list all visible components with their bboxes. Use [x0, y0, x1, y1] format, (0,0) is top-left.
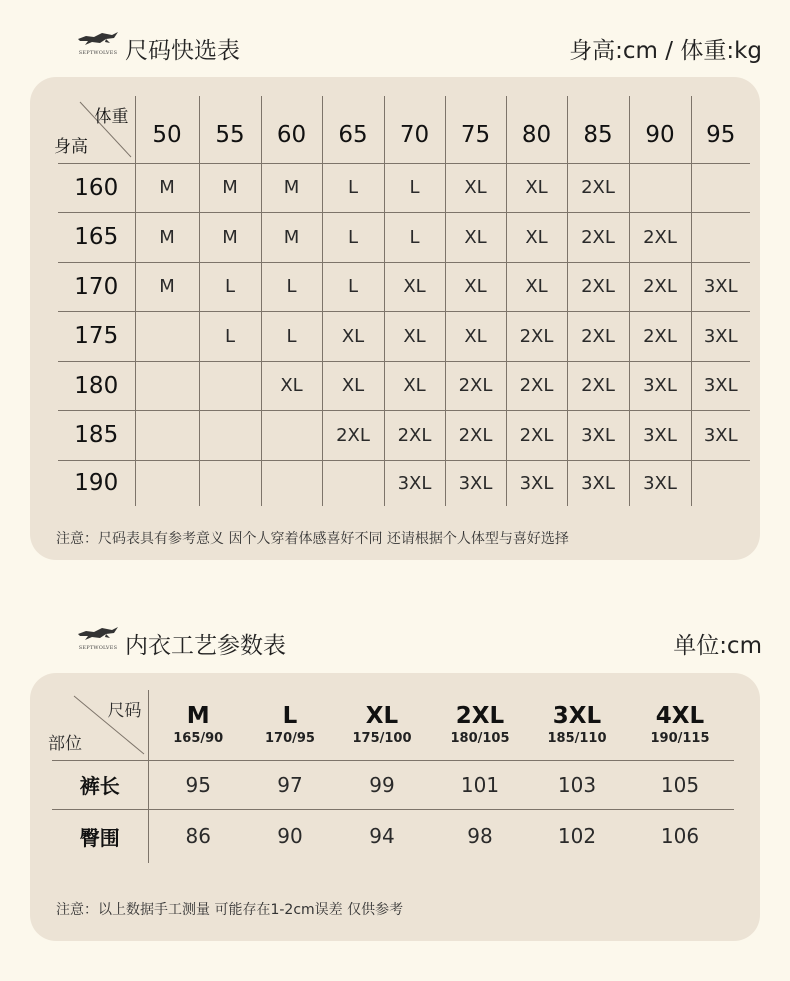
measure-cell: 94 [332, 809, 432, 863]
size-cell [322, 460, 384, 506]
size-row [58, 361, 750, 411]
size-row [58, 411, 750, 461]
size-header-row [58, 96, 750, 163]
size-cell [691, 163, 750, 213]
craft-chart-header [0, 623, 790, 663]
size-cell [199, 411, 261, 461]
weight-header: 50 [135, 96, 199, 163]
height-label: 160 [58, 163, 135, 213]
size-cell [261, 460, 322, 506]
size-label: L [282, 703, 298, 730]
size-cell: L [384, 213, 445, 263]
size-cell [199, 460, 261, 506]
weight-header: 80 [506, 96, 567, 163]
weight-header: 90 [629, 96, 691, 163]
size-chart-unit: 身高:cm / 体重:kg [569, 38, 762, 64]
size-cell: XL [261, 361, 322, 411]
brand-logo [76, 30, 120, 60]
size-cell: XL [506, 213, 567, 263]
size-label: 4XL [655, 703, 705, 730]
size-cell: 2XL [506, 312, 567, 362]
size-row [58, 312, 750, 362]
height-label: 190 [58, 460, 135, 506]
size-cell: 2XL [506, 361, 567, 411]
size-row [58, 163, 750, 213]
weight-header: 60 [261, 96, 322, 163]
size-cell: M [135, 262, 199, 312]
height-label: 175 [58, 312, 135, 362]
size-cell: M [199, 163, 261, 213]
size-cell: XL [445, 213, 506, 263]
weight-header: 75 [445, 96, 506, 163]
size-chart-note: 注意：尺码表具有参考意义 因个人穿着体感喜好不同 还请根据个人体型与喜好选择 [56, 531, 569, 547]
measure-cell: 86 [148, 809, 248, 863]
size-cell: 2XL [629, 312, 691, 362]
size-header [528, 690, 626, 760]
size-cell: 3XL [691, 361, 750, 411]
size-cell: L [261, 312, 322, 362]
part-label: 臀围 [52, 809, 148, 863]
size-cell [135, 312, 199, 362]
measure-cell: 97 [248, 760, 332, 809]
height-label: 165 [58, 213, 135, 263]
size-chart-title: 尺码快选表 [125, 38, 240, 64]
size-cell: XL [445, 312, 506, 362]
size-cell: M [199, 213, 261, 263]
size-cell: M [135, 163, 199, 213]
brand-logo-text: SEPTWOLVES [78, 50, 118, 56]
craft-row [52, 760, 734, 809]
size-cell: L [199, 312, 261, 362]
size-cell: 3XL [691, 262, 750, 312]
size-spec: 165/90 [173, 731, 224, 747]
height-label: 170 [58, 262, 135, 312]
corner-top-label: 尺码 [107, 701, 142, 721]
size-cell: 2XL [567, 262, 629, 312]
size-spec: 170/95 [265, 731, 315, 747]
size-cell: 3XL [384, 460, 445, 506]
size-label: XL [365, 703, 399, 730]
size-spec: 175/100 [352, 731, 412, 747]
size-cell: XL [384, 361, 445, 411]
size-cell: M [261, 163, 322, 213]
size-cell: 3XL [629, 361, 691, 411]
size-cell: 2XL [445, 361, 506, 411]
measure-cell: 95 [148, 760, 248, 809]
size-row [58, 262, 750, 312]
size-cell: XL [445, 163, 506, 213]
measure-cell: 103 [528, 760, 626, 809]
brand-logo-text: SEPTWOLVES [78, 645, 118, 651]
size-cell: 3XL [629, 460, 691, 506]
size-corner-cell [54, 96, 135, 163]
size-cell [135, 460, 199, 506]
size-header [332, 690, 432, 760]
craft-corner-cell [48, 690, 148, 760]
size-cell: L [199, 262, 261, 312]
size-chart-table [54, 96, 750, 506]
size-cell [135, 411, 199, 461]
measure-cell: 90 [248, 809, 332, 863]
size-cell: XL [445, 262, 506, 312]
craft-chart-panel [30, 673, 760, 941]
size-cell [629, 163, 691, 213]
size-cell: 2XL [567, 312, 629, 362]
size-cell: L [322, 163, 384, 213]
weight-header: 85 [567, 96, 629, 163]
size-cell: 2XL [629, 213, 691, 263]
size-cell [135, 361, 199, 411]
size-cell: XL [384, 312, 445, 362]
corner-bottom-label: 部位 [48, 733, 82, 754]
craft-header-row [52, 690, 734, 760]
measure-cell: 106 [626, 809, 734, 863]
corner-top-label: 体重 [94, 107, 129, 127]
size-cell: L [322, 213, 384, 263]
size-cell: 3XL [567, 411, 629, 461]
craft-chart-title: 内衣工艺参数表 [125, 633, 286, 659]
size-cell: 3XL [691, 411, 750, 461]
corner-bottom-label: 身高 [54, 136, 88, 157]
size-header [432, 690, 528, 760]
size-spec: 185/110 [547, 731, 607, 747]
size-header [626, 690, 734, 760]
size-cell: 2XL [567, 163, 629, 213]
weight-header: 95 [691, 96, 750, 163]
size-cell: 3XL [567, 460, 629, 506]
size-cell: XL [322, 361, 384, 411]
size-spec: 190/115 [650, 731, 710, 747]
size-cell: M [135, 213, 199, 263]
size-label: 3XL [552, 703, 602, 730]
size-cell: L [322, 262, 384, 312]
size-chart-header [0, 28, 790, 68]
craft-row [52, 809, 734, 863]
wolf-icon [76, 625, 120, 645]
size-cell: 2XL [322, 411, 384, 461]
measure-cell: 102 [528, 809, 626, 863]
size-row [58, 460, 750, 506]
measure-cell: 98 [432, 809, 528, 863]
part-label: 裤长 [52, 760, 148, 809]
size-cell: 3XL [506, 460, 567, 506]
size-cell [199, 361, 261, 411]
weight-header: 70 [384, 96, 445, 163]
weight-header: 65 [322, 96, 384, 163]
measure-cell: 105 [626, 760, 734, 809]
size-cell: XL [506, 163, 567, 213]
size-cell: XL [384, 262, 445, 312]
size-cell: M [261, 213, 322, 263]
size-cell: 2XL [567, 213, 629, 263]
weight-header: 55 [199, 96, 261, 163]
size-cell [261, 411, 322, 461]
size-cell [691, 460, 750, 506]
craft-chart-unit: 单位:cm [673, 633, 762, 659]
size-row [58, 213, 750, 263]
brand-logo [76, 625, 120, 655]
craft-chart-note: 注意：以上数据手工测量 可能存在1-2cm误差 仅供参考 [56, 902, 404, 918]
size-spec: 180/105 [450, 731, 510, 747]
size-header [248, 690, 332, 760]
size-cell: XL [322, 312, 384, 362]
size-cell: L [384, 163, 445, 213]
wolf-icon [76, 30, 120, 50]
height-label: 180 [58, 361, 135, 411]
size-cell: 2XL [384, 411, 445, 461]
measure-cell: 99 [332, 760, 432, 809]
size-cell: L [261, 262, 322, 312]
size-cell: XL [506, 262, 567, 312]
size-cell: 3XL [691, 312, 750, 362]
size-cell: 2XL [445, 411, 506, 461]
size-header [148, 690, 248, 760]
size-cell: 2XL [629, 262, 691, 312]
size-cell: 3XL [445, 460, 506, 506]
size-cell: 3XL [629, 411, 691, 461]
size-cell [691, 213, 750, 263]
height-label: 185 [58, 411, 135, 461]
size-cell: 2XL [506, 411, 567, 461]
craft-chart-table [48, 690, 734, 863]
size-chart-panel [30, 77, 760, 560]
size-label: 2XL [455, 703, 505, 730]
size-cell: 2XL [567, 361, 629, 411]
measure-cell: 101 [432, 760, 528, 809]
size-label: M [186, 703, 210, 730]
